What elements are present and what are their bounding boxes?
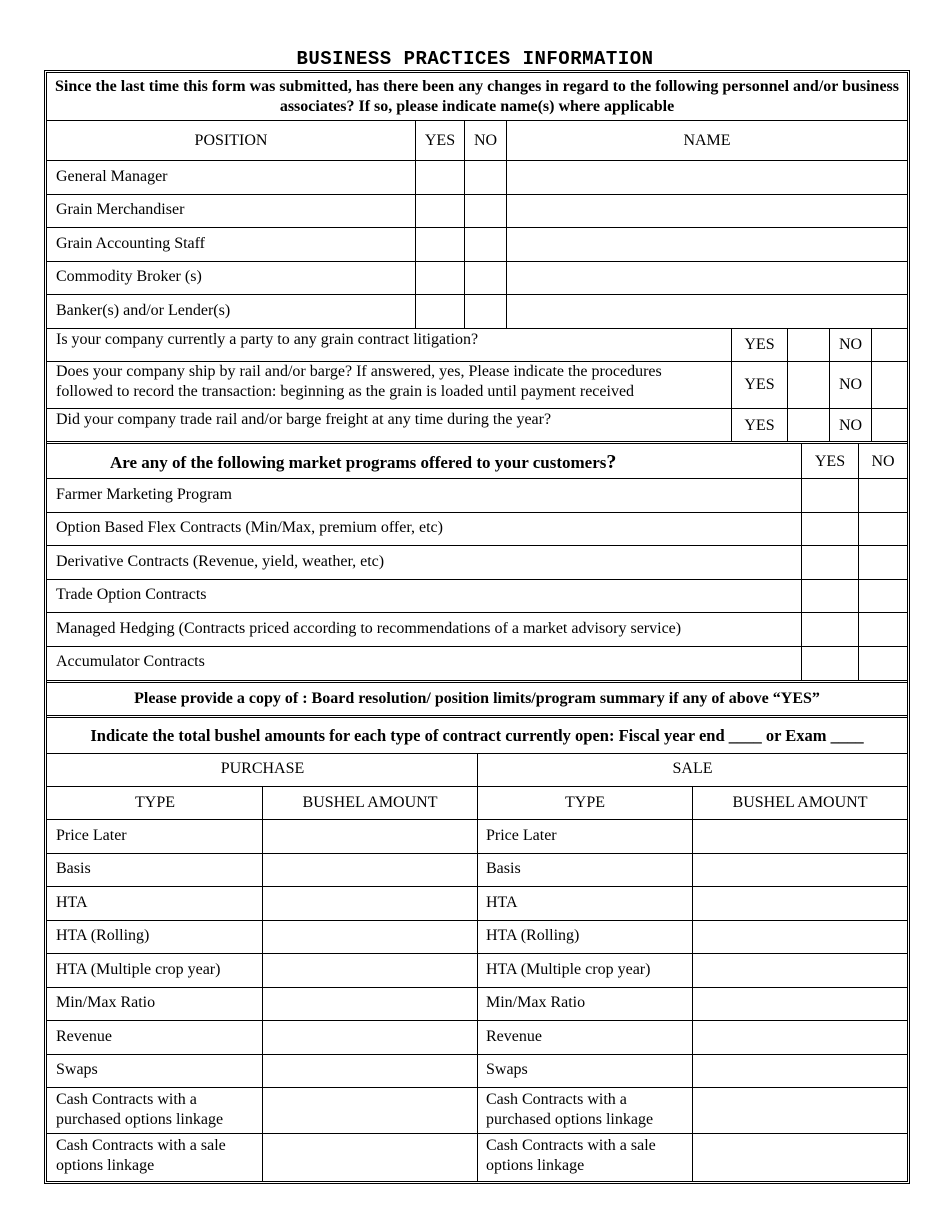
program-row-label: Option Based Flex Contracts (Min/Max, premium offer, etc) xyxy=(56,519,443,536)
no-checkbox[interactable] xyxy=(465,195,506,227)
divider xyxy=(47,579,907,580)
section-divider xyxy=(47,715,907,718)
position-row-label: Banker(s) and/or Lender(s) xyxy=(56,302,231,319)
yes-checkbox[interactable] xyxy=(416,295,464,328)
purchase-amount-field[interactable] xyxy=(263,921,477,953)
sale-amount-field[interactable] xyxy=(693,820,907,853)
purchase-type: Revenue xyxy=(56,1028,112,1045)
no-checkbox[interactable] xyxy=(465,295,506,328)
sale-type: Price Later xyxy=(486,827,557,844)
purchase-type: options linkage xyxy=(56,1157,155,1174)
position-row-label: Grain Accounting Staff xyxy=(56,235,206,252)
page-title: BUSINESS PRACTICES INFORMATION xyxy=(296,48,654,70)
no-checkbox[interactable] xyxy=(465,262,506,294)
question-freight: Did your company trade rail and/or barge freight at any time during the year? xyxy=(56,411,552,428)
sale-amount-field[interactable] xyxy=(693,921,907,953)
no-label: NO xyxy=(838,336,863,353)
purchase-amount-field[interactable] xyxy=(263,1021,477,1054)
yes-checkbox[interactable] xyxy=(802,647,858,680)
no-checkbox[interactable] xyxy=(872,329,907,361)
sale-type: Cash Contracts with a sale xyxy=(486,1137,656,1154)
purchase-type: Swaps xyxy=(56,1061,98,1078)
divider xyxy=(47,512,907,513)
divider xyxy=(47,478,907,479)
divider xyxy=(47,646,907,647)
no-checkbox[interactable] xyxy=(859,479,907,512)
no-checkbox[interactable] xyxy=(872,409,907,442)
yes-checkbox[interactable] xyxy=(788,329,829,361)
purchase-type: HTA xyxy=(56,894,88,911)
name-field[interactable] xyxy=(507,228,907,261)
bushel-note: Indicate the total bushel amounts for each type of contract currently open: Fiscal year end ____ or Exam ____ xyxy=(90,726,864,745)
no-checkbox[interactable] xyxy=(465,228,506,261)
name-field[interactable] xyxy=(507,195,907,227)
name-field[interactable] xyxy=(507,161,907,194)
program-row-label: Managed Hedging (Contracts priced according to recommendations of a market advisory service) xyxy=(56,620,682,637)
purchase-type: Min/Max Ratio xyxy=(56,994,156,1011)
sale-type: Min/Max Ratio xyxy=(486,994,586,1011)
purchase-type: purchased options linkage xyxy=(56,1111,224,1128)
purchase-type: Cash Contracts with a sale xyxy=(56,1137,226,1154)
program-row-label: Derivative Contracts (Revenue, yield, weather, etc) xyxy=(56,553,385,570)
yes-label: YES xyxy=(744,376,775,393)
sale-amount-field[interactable] xyxy=(693,1088,907,1133)
position-header: POSITION xyxy=(194,132,268,149)
purchase-type: Basis xyxy=(56,860,91,877)
no-label: NO xyxy=(838,417,863,434)
name-header: NAME xyxy=(683,132,731,149)
programs-heading: Are any of the following market programs offered to your customers? xyxy=(110,451,617,473)
purchase-type: HTA (Rolling) xyxy=(56,927,150,944)
no-header: NO xyxy=(473,132,498,149)
no-checkbox[interactable] xyxy=(465,161,506,194)
yes-checkbox[interactable] xyxy=(788,409,829,442)
yes-checkbox[interactable] xyxy=(802,479,858,512)
yes-label: YES xyxy=(744,336,775,353)
yes-checkbox[interactable] xyxy=(802,513,858,545)
name-field[interactable] xyxy=(507,295,907,328)
purchase-type: Cash Contracts with a xyxy=(56,1091,197,1108)
purchase-type-header: TYPE xyxy=(135,794,175,811)
purchase-amount-field[interactable] xyxy=(263,1088,477,1133)
purchase-amount-field[interactable] xyxy=(263,988,477,1020)
sale-amount-header: BUSHEL AMOUNT xyxy=(732,794,868,811)
sale-amount-field[interactable] xyxy=(693,887,907,920)
copy-note: Please provide a copy of : Board resolution/ position limits/program summary if any of above “YES” xyxy=(134,690,820,707)
purchase-header: PURCHASE xyxy=(220,760,305,777)
yes-label: YES xyxy=(744,417,775,434)
position-row-label: Grain Merchandiser xyxy=(56,201,185,218)
purchase-amount-field[interactable] xyxy=(263,1134,477,1180)
no-checkbox[interactable] xyxy=(859,647,907,680)
purchase-amount-header: BUSHEL AMOUNT xyxy=(302,794,438,811)
name-field[interactable] xyxy=(507,262,907,294)
sale-amount-field[interactable] xyxy=(693,854,907,886)
divider xyxy=(47,120,907,121)
purchase-amount-field[interactable] xyxy=(263,954,477,987)
sale-amount-field[interactable] xyxy=(693,1055,907,1087)
sale-type: options linkage xyxy=(486,1157,585,1174)
purchase-amount-field[interactable] xyxy=(263,854,477,886)
yes-checkbox[interactable] xyxy=(416,195,464,227)
sale-type: HTA (Multiple crop year) xyxy=(486,961,651,978)
purchase-amount-field[interactable] xyxy=(263,1055,477,1087)
yes-checkbox[interactable] xyxy=(416,262,464,294)
no-checkbox[interactable] xyxy=(859,546,907,579)
sale-type: Revenue xyxy=(486,1028,542,1045)
sale-type: Cash Contracts with a xyxy=(486,1091,627,1108)
position-row-label: Commodity Broker (s) xyxy=(56,268,202,285)
program-row-label: Farmer Marketing Program xyxy=(56,486,232,503)
yes-checkbox[interactable] xyxy=(416,228,464,261)
question-litigation: Is your company currently a party to any grain contract litigation? xyxy=(56,331,479,348)
program-row-label: Accumulator Contracts xyxy=(56,653,205,670)
sale-type: HTA (Rolling) xyxy=(486,927,580,944)
divider xyxy=(47,328,907,329)
yes-header: YES xyxy=(814,453,846,470)
purchase-type: Price Later xyxy=(56,827,127,844)
yes-checkbox[interactable] xyxy=(802,546,858,579)
sale-header: SALE xyxy=(672,760,713,777)
divider xyxy=(47,612,907,613)
sale-amount-field[interactable] xyxy=(693,1021,907,1054)
no-label: NO xyxy=(838,376,863,393)
purchase-type: HTA (Multiple crop year) xyxy=(56,961,221,978)
yes-checkbox[interactable] xyxy=(802,613,858,646)
divider xyxy=(47,408,907,409)
no-checkbox[interactable] xyxy=(859,580,907,612)
yes-checkbox[interactable] xyxy=(416,161,464,194)
yes-header: YES xyxy=(424,132,456,149)
question-rail-line1: Does your company ship by rail and/or barge? If answered, yes, Please indicate the procedures xyxy=(56,363,662,380)
no-checkbox[interactable] xyxy=(859,613,907,646)
divider xyxy=(47,545,907,546)
yes-checkbox[interactable] xyxy=(802,580,858,612)
yes-checkbox[interactable] xyxy=(788,362,829,408)
purchase-amount-field[interactable] xyxy=(263,887,477,920)
personnel-intro: Since the last time this form was submitted, has there been any changes in regard to the following personnel and/or business associates? If so, please indicate name(s) where applicable xyxy=(54,78,900,115)
no-header: NO xyxy=(871,453,895,470)
sale-type: Swaps xyxy=(486,1061,528,1078)
sale-type: purchased options linkage xyxy=(486,1111,654,1128)
purchase-amount-field[interactable] xyxy=(263,820,477,853)
sale-amount-field[interactable] xyxy=(693,1134,907,1180)
position-row-label: General Manager xyxy=(56,168,168,185)
sale-type: HTA xyxy=(486,894,518,911)
program-row-label: Trade Option Contracts xyxy=(56,586,207,603)
section-divider xyxy=(47,441,907,444)
sale-type: Basis xyxy=(486,860,521,877)
no-checkbox[interactable] xyxy=(859,513,907,545)
sale-type-header: TYPE xyxy=(565,794,605,811)
sale-amount-field[interactable] xyxy=(693,954,907,987)
col-line xyxy=(477,753,478,1181)
no-checkbox[interactable] xyxy=(872,362,907,408)
question-rail-line2: followed to record the transaction: beginning as the grain is loaded until payment received xyxy=(56,383,635,400)
sale-amount-field[interactable] xyxy=(693,988,907,1020)
section-divider xyxy=(47,680,907,683)
